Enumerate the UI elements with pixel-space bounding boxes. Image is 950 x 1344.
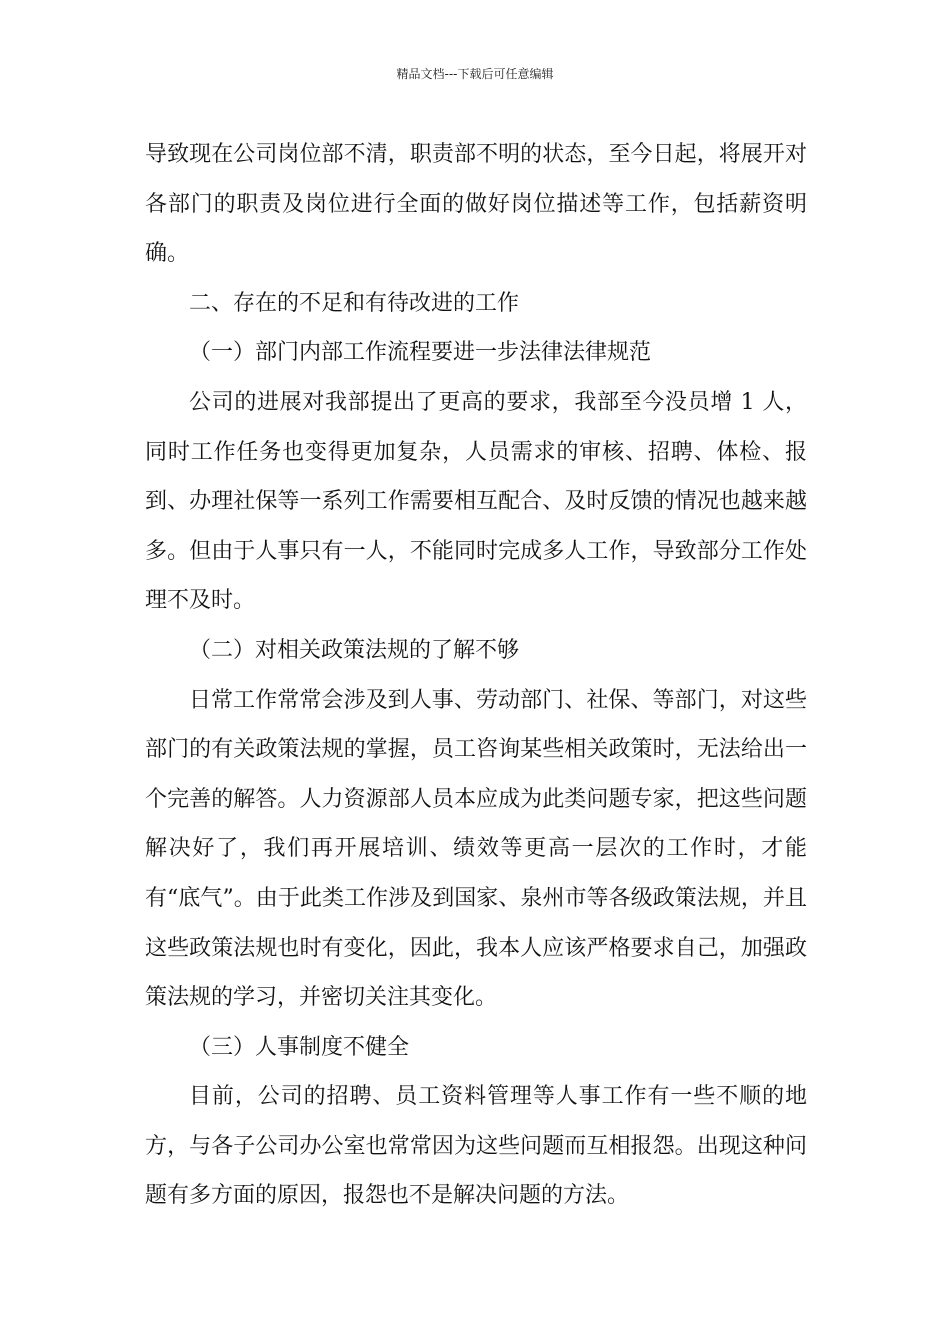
subsection-heading-3: （三）人事制度不健全	[189, 1034, 410, 1060]
page-header: 精品文档---下载后可任意编辑	[396, 67, 554, 81]
document-body	[145, 130, 807, 1221]
subsection-heading-2: （二）对相关政策法规的了解不够	[189, 637, 520, 663]
paragraph-1: 公司的进展对我部提出了更高的要求，我部至今没员增 1 人，同时工作任务也变得更加复杂，人员需求的审核、招聘、体检、报到、办理社保等一系列工作需要相互配合、及时反馈的情况也越来越多。但由于人事只有一人，不能同时完成多人工作，导致部分工作处理不及时。	[145, 389, 807, 614]
subsection-heading-1: （一）部门内部工作流程要进一步法律法律规范	[189, 340, 652, 366]
section-heading: 二、存在的不足和有待改进的工作	[189, 290, 520, 316]
paragraph-2: 日常工作常常会涉及到人事、劳动部门、社保、等部门，对这些部门的有关政策法规的掌握，员工咨询某些相关政策时，无法给出一个完善的解答。人力资源部人员本应成为此类问题专家，把这些问题解决好了，我们再开展培训、绩效等更高一层次的工作时，才能有“底气”。由于此类工作涉及到国家、泉州市等各级政策法规，并且这些政策法规也时有变化，因此，我本人应该严格要求自己，加强政策法规的学习，并密切关注其变化。	[145, 687, 807, 1011]
paragraph-3: 目前，公司的招聘、员工资料管理等人事工作有一些不顺的地方，与各子公司办公室也常常因为这些问题而互相报怨。出现这种问题有多方面的原因，报怨也不是解决问题的方法。	[145, 1084, 807, 1209]
paragraph-continuation: 导致现在公司岗位部不清，职责部不明的状态，至今日起，将展开对各部门的职责及岗位进行全面的做好岗位描述等工作，包括薪资明确。	[145, 142, 807, 267]
